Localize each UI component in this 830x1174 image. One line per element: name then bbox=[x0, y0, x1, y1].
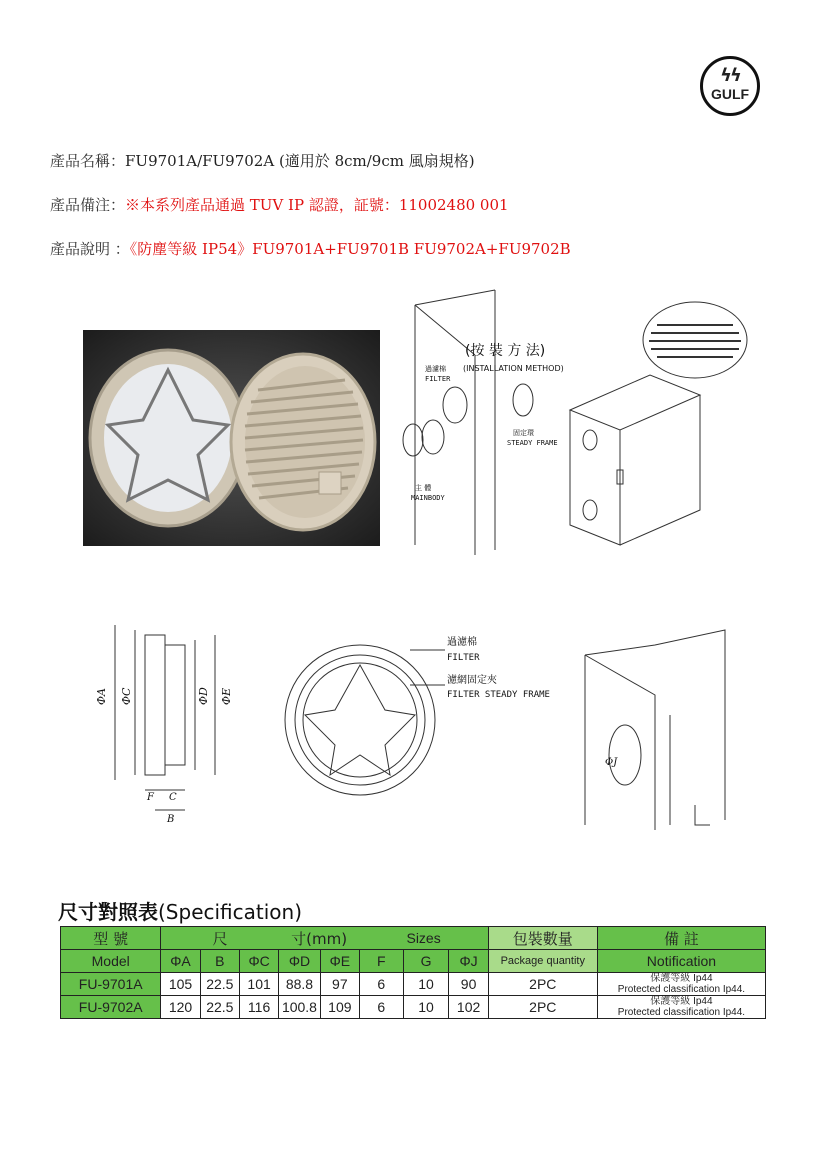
row-cell: 22.5 bbox=[200, 996, 239, 1019]
header-model-en: Model bbox=[61, 950, 161, 973]
dim-label-f: F bbox=[147, 792, 154, 803]
product-remark-label: 產品備注： bbox=[50, 196, 126, 214]
dim-label-d: ΦD bbox=[197, 687, 210, 705]
lightning-bolts-icon: ϟϟ bbox=[720, 65, 740, 86]
row-cell: 90 bbox=[449, 973, 488, 996]
product-photo bbox=[83, 330, 380, 546]
install-filter-cn: 過濾棉 bbox=[425, 365, 446, 373]
table-row bbox=[61, 973, 766, 996]
row-cell: 10 bbox=[403, 973, 449, 996]
product-desc-line bbox=[50, 238, 571, 259]
row-cell: 97 bbox=[320, 973, 359, 996]
header-col-a: ΦA bbox=[161, 950, 200, 973]
row-cell: 88.8 bbox=[279, 973, 320, 996]
install-filter-en: FILTER bbox=[425, 375, 451, 383]
dim-label-c: ΦC bbox=[120, 687, 133, 705]
install-title: (按 裝 方 法) bbox=[465, 343, 546, 359]
dim-label-b: B bbox=[167, 814, 175, 825]
row-note bbox=[597, 973, 765, 996]
row-cell: 10 bbox=[403, 996, 449, 1019]
row-cell: 109 bbox=[320, 996, 359, 1019]
header-col-j: ΦJ bbox=[449, 950, 488, 973]
dimension-diagram bbox=[85, 615, 785, 840]
dim-frame-en: FILTER STEADY FRAME bbox=[447, 690, 550, 700]
product-name-line bbox=[50, 150, 475, 171]
row-model: FU-9702A bbox=[61, 996, 161, 1019]
row-pkg: 2PC bbox=[488, 996, 597, 1019]
header-col-c: ΦC bbox=[239, 950, 278, 973]
header-col-b: B bbox=[200, 950, 239, 973]
row-cell: 116 bbox=[239, 996, 278, 1019]
product-remark-value: ※本系列產品通過 TUV IP 認證，証號：11002480 001 bbox=[125, 196, 509, 214]
install-frame-cn: 固定環 bbox=[513, 429, 534, 437]
installation-diagram bbox=[395, 285, 770, 570]
header-size-cn2: 寸(mm) bbox=[279, 927, 360, 950]
install-mainbody-en: MAINBODY bbox=[411, 494, 445, 502]
header-col-d: ΦD bbox=[279, 950, 320, 973]
product-desc-label: 產品說明 ： bbox=[50, 240, 130, 258]
header-size-cn: 尺 bbox=[161, 927, 279, 950]
row-cell: 120 bbox=[161, 996, 200, 1019]
spec-title-en: (Specification) bbox=[158, 900, 303, 924]
dim-label-j: ΦJ bbox=[605, 757, 618, 768]
header-col-e: ΦE bbox=[320, 950, 359, 973]
row-cell: 100.8 bbox=[279, 996, 320, 1019]
install-frame-en: STEADY FRAME bbox=[507, 439, 558, 447]
row-note bbox=[597, 996, 765, 1019]
header-size-en: Sizes bbox=[359, 927, 488, 950]
dim-filter-en: FILTER bbox=[447, 653, 480, 663]
product-desc-value: 《防塵等級 IP54》FU9701A+FU9701B FU9702A+FU9702B bbox=[129, 240, 571, 258]
product-name-value: FU9701A/FU9702A (適用於 8cm/9cm 風扇規格) bbox=[125, 152, 475, 170]
row-note-en: Protected classification Ip44. bbox=[617, 984, 746, 995]
logo-text: GULF bbox=[710, 86, 750, 102]
product-name-label: 產品名稱： bbox=[50, 152, 126, 170]
gulf-logo bbox=[700, 56, 760, 116]
row-cell: 22.5 bbox=[200, 973, 239, 996]
row-cell: 105 bbox=[161, 973, 200, 996]
dim-frame-cn: 濾網固定夾 bbox=[447, 675, 497, 686]
spec-header-row-1 bbox=[61, 927, 766, 950]
dim-label-a: ΦA bbox=[95, 688, 108, 705]
row-model: FU-9701A bbox=[61, 973, 161, 996]
table-row bbox=[61, 996, 766, 1019]
header-col-g: G bbox=[403, 950, 449, 973]
dim-filter-cn: 過濾棉 bbox=[447, 637, 477, 648]
row-note-en: Protected classification Ip44. bbox=[617, 1007, 746, 1018]
header-col-f: F bbox=[359, 950, 403, 973]
header-note-cn: 備 註 bbox=[597, 927, 765, 950]
header-pkg-cn: 包裝數量 bbox=[488, 927, 597, 950]
spec-table bbox=[60, 926, 766, 1019]
dim-label-e: ΦE bbox=[220, 687, 233, 705]
header-model-cn: 型 號 bbox=[61, 927, 161, 950]
row-cell: 102 bbox=[449, 996, 488, 1019]
spec-title bbox=[58, 896, 302, 925]
product-remark-line bbox=[50, 194, 509, 215]
row-pkg: 2PC bbox=[488, 973, 597, 996]
row-cell: 101 bbox=[239, 973, 278, 996]
spec-title-cn: 尺寸對照表 bbox=[58, 900, 158, 924]
install-subtitle: (INSTALLATION METHOD) bbox=[463, 364, 564, 373]
row-note-cn: 保護等級 Ip44 bbox=[650, 996, 713, 1007]
header-pkg-en: Package quantity bbox=[488, 950, 597, 973]
dim-label-c2: C bbox=[169, 792, 177, 803]
row-cell: 6 bbox=[359, 973, 403, 996]
header-note-en: Notification bbox=[597, 950, 765, 973]
row-cell: 6 bbox=[359, 996, 403, 1019]
spec-header-row-2 bbox=[61, 950, 766, 973]
install-mainbody-cn: 主 體 bbox=[415, 484, 432, 492]
row-note-cn: 保護等級 Ip44 bbox=[650, 973, 713, 984]
